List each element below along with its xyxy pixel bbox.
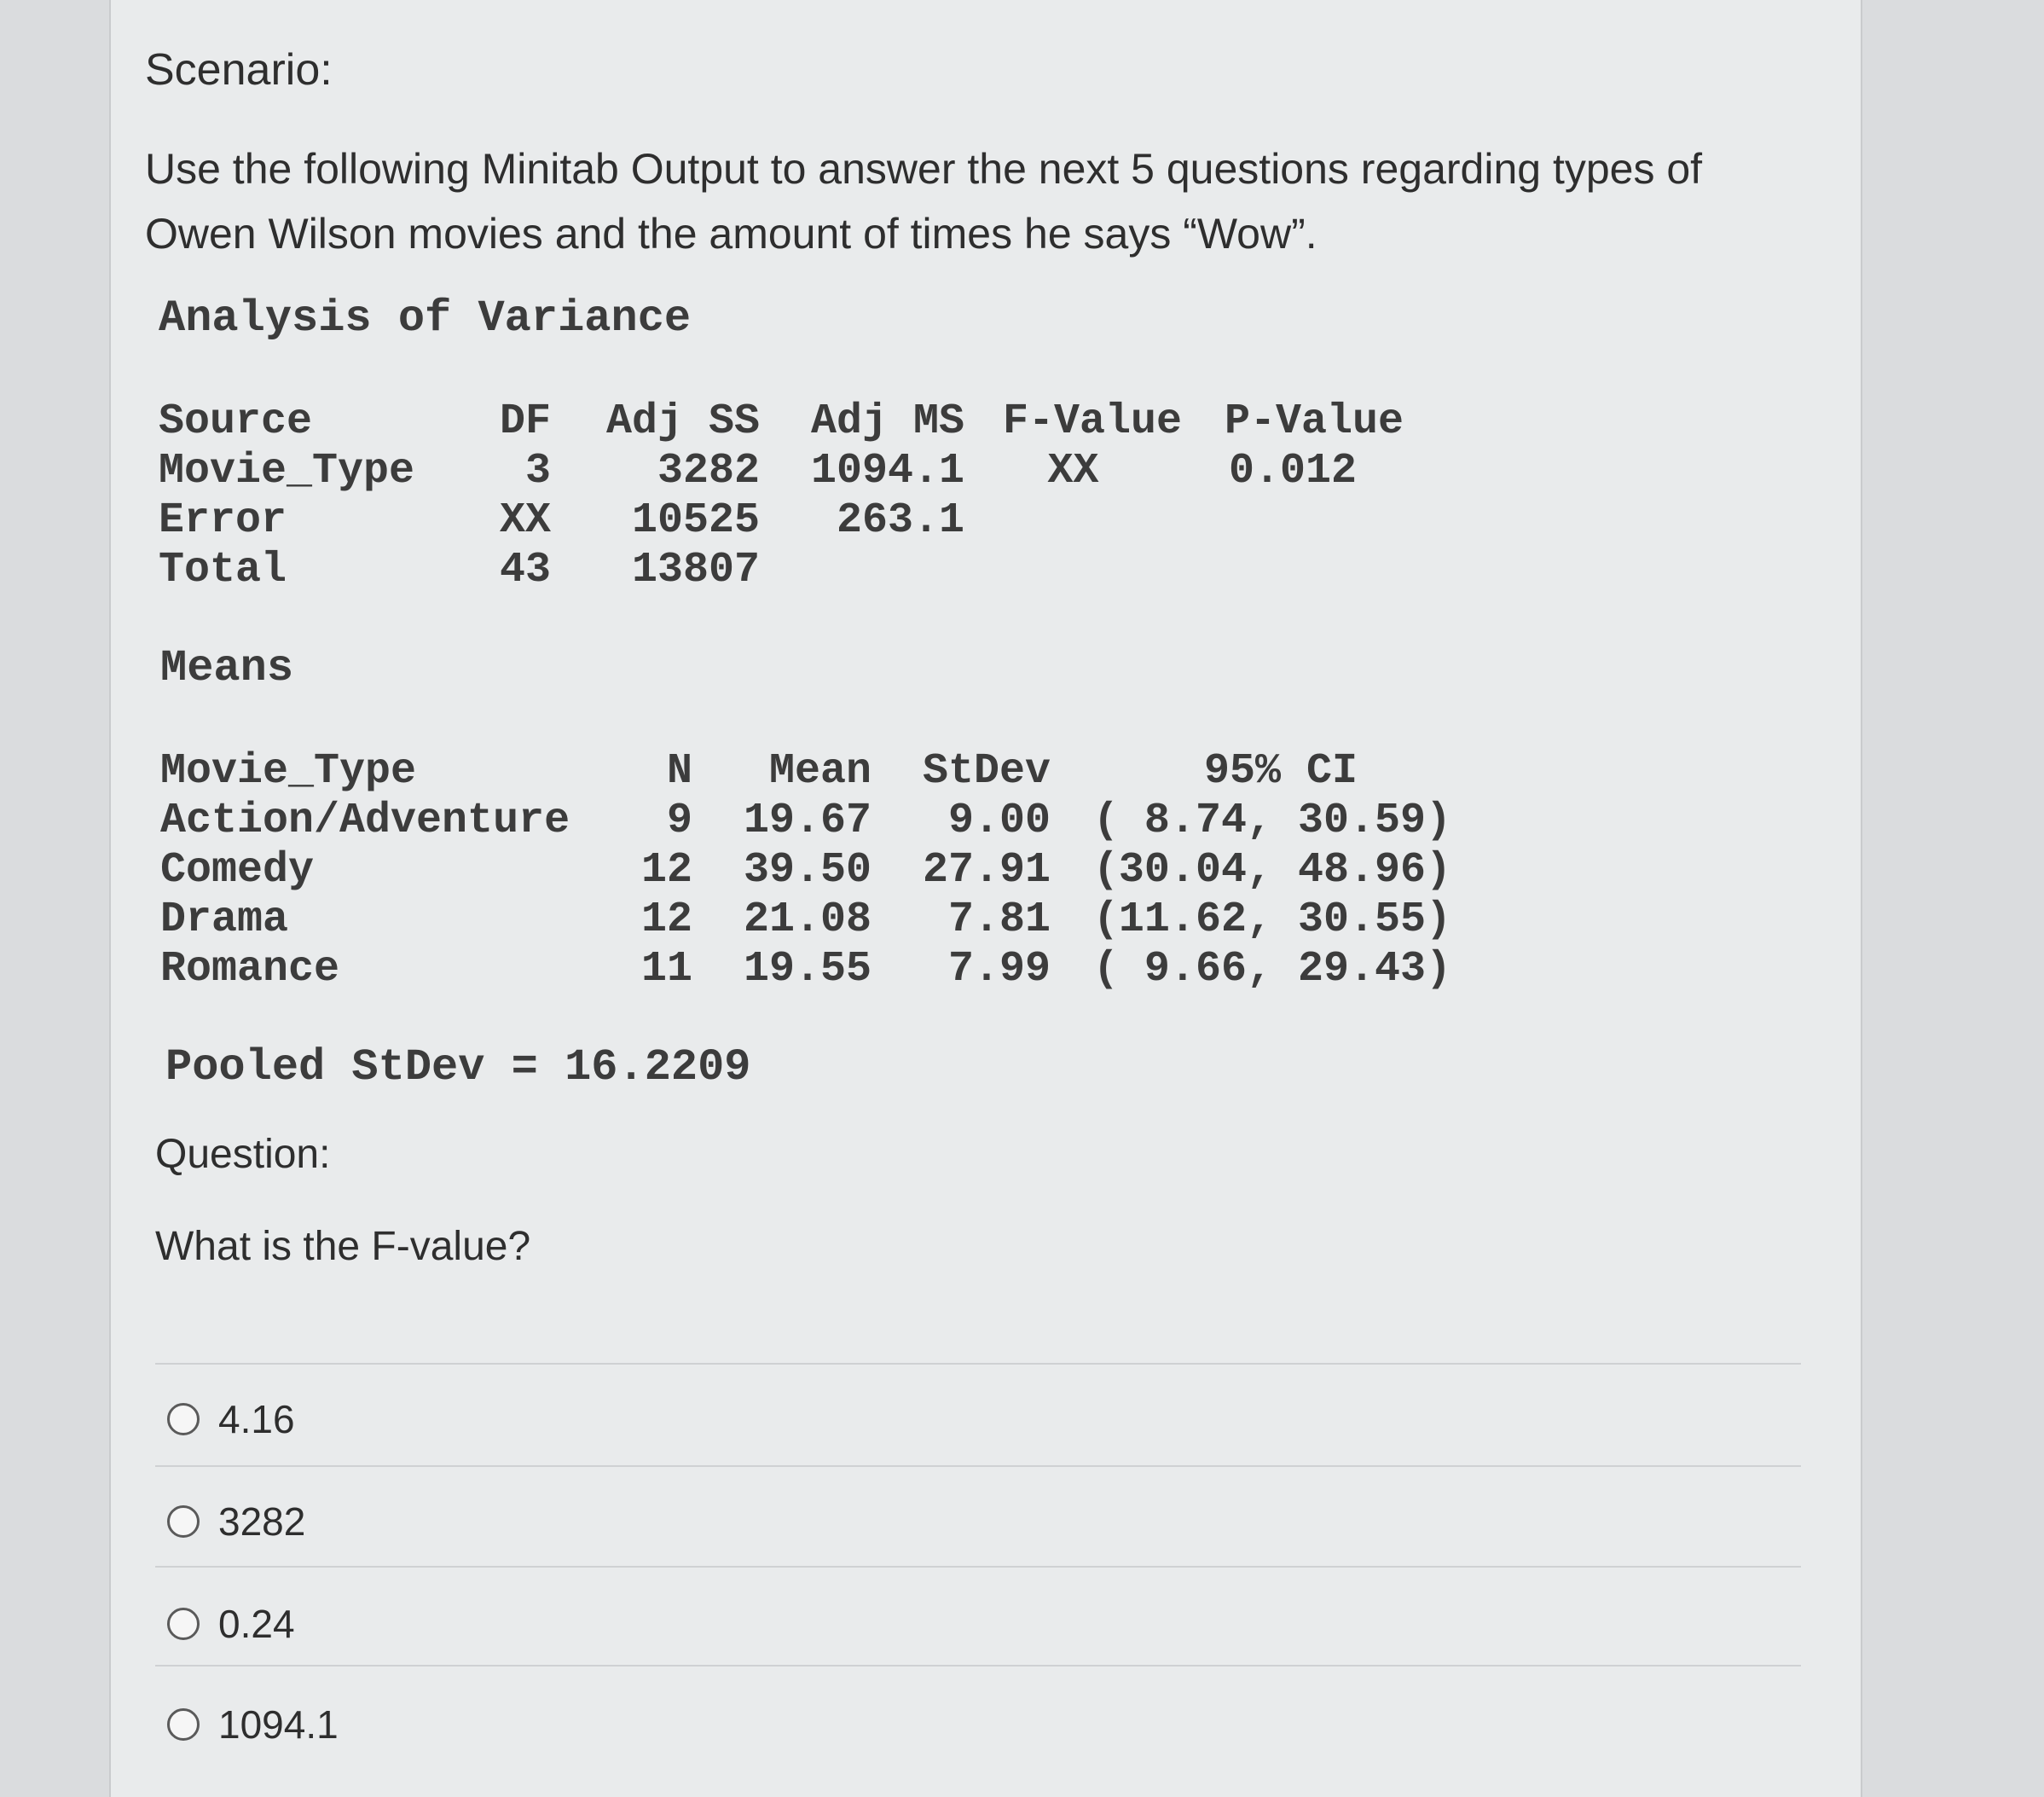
answer-option-4[interactable] (167, 1697, 339, 1752)
means-cell: 9 (666, 797, 692, 845)
answer-option-label: 3282 (218, 1499, 306, 1544)
means-cell: (11.62, 30.55) (1092, 896, 1451, 944)
question-label: Question: (155, 1132, 331, 1177)
anova-header-source: Source (159, 397, 313, 446)
radio-button[interactable] (167, 1505, 200, 1538)
anova-cell: Total (159, 546, 287, 594)
anova-row (159, 447, 1404, 496)
means-cell: 12 (640, 896, 692, 944)
anova-cell: 0.012 (1228, 447, 1358, 496)
means-cell: 27.91 (922, 846, 1051, 895)
means-header-n: N (666, 747, 692, 796)
anova-cell: 3282 (657, 447, 760, 496)
question-text: What is the F-value? (155, 1224, 531, 1269)
pooled-stdev: Pooled StDev = 16.2209 (165, 1042, 751, 1093)
means-cell: Comedy (160, 846, 315, 895)
means-header-ci: 95% CI (1203, 747, 1358, 796)
divider (155, 1363, 1801, 1365)
radio-button[interactable] (167, 1403, 200, 1435)
anova-header-df: DF (499, 397, 551, 446)
means-cell: 19.67 (743, 797, 871, 845)
means-cell: Romance (160, 945, 340, 994)
means-cell: 7.81 (947, 896, 1051, 944)
radio-button[interactable] (167, 1708, 200, 1741)
anova-cell: 263.1 (836, 496, 964, 545)
means-header-row (160, 747, 1451, 797)
anova-title: Analysis of Variance (159, 293, 692, 344)
anova-cell (760, 546, 964, 595)
divider (155, 1465, 1801, 1467)
answer-option-label: 0.24 (218, 1602, 295, 1646)
anova-cell: 13807 (631, 546, 760, 594)
means-row (160, 797, 1451, 846)
means-cell: 7.99 (947, 945, 1051, 994)
answer-option-1[interactable] (167, 1392, 295, 1446)
anova-row (159, 496, 1404, 546)
anova-cell: 10525 (631, 496, 760, 545)
anova-cell (964, 546, 1182, 595)
answer-option-3[interactable] (167, 1597, 295, 1651)
means-cell: 21.08 (743, 896, 871, 944)
means-cell: 9.00 (947, 797, 1051, 845)
means-table (160, 747, 1451, 994)
anova-header-fvalue: F-Value (1002, 397, 1182, 446)
anova-cell: Error (159, 496, 287, 545)
scenario-label: Scenario: (145, 45, 333, 95)
means-row (160, 945, 1451, 994)
means-header-stdev: StDev (922, 747, 1051, 796)
anova-cell (1182, 496, 1404, 546)
means-row (160, 846, 1451, 896)
means-cell: 11 (640, 945, 692, 994)
anova-header-pvalue: P-Value (1224, 397, 1404, 446)
means-cell: (30.04, 48.96) (1092, 846, 1451, 895)
intro-text: Use the following Minitab Output to answer the next 5 questions regarding types of Owen Wilson movies and the amount of times he says “Wow”. (145, 145, 1703, 258)
answer-option-label: 1094.1 (218, 1702, 339, 1747)
means-header-type: Movie_Type (160, 747, 417, 796)
divider (155, 1665, 1801, 1667)
means-cell: Drama (160, 896, 289, 944)
anova-cell (1182, 546, 1404, 595)
answer-option-2[interactable] (167, 1494, 305, 1549)
means-cell: 19.55 (743, 945, 871, 994)
anova-cell (964, 496, 1182, 546)
radio-button[interactable] (167, 1608, 200, 1640)
anova-cell: Movie_Type (159, 447, 415, 496)
means-cell: ( 9.66, 29.43) (1092, 945, 1451, 994)
anova-header-adjss: Adj SS (605, 397, 760, 446)
anova-cell: 43 (499, 546, 551, 594)
anova-row (159, 546, 1404, 595)
means-row (160, 896, 1451, 945)
means-cell: 39.50 (743, 846, 871, 895)
anova-header-adjms: Adj MS (810, 397, 964, 446)
anova-table (159, 397, 1404, 595)
anova-cell: 1094.1 (810, 447, 964, 496)
means-cell: ( 8.74, 30.59) (1092, 797, 1451, 845)
means-header-mean: Mean (768, 747, 871, 796)
anova-cell: XX (499, 496, 551, 545)
divider (155, 1566, 1801, 1568)
means-title: Means (160, 643, 294, 693)
anova-cell: 3 (524, 447, 551, 496)
means-cell: 12 (640, 846, 692, 895)
anova-header-row (159, 397, 1404, 447)
answer-option-label: 4.16 (218, 1397, 295, 1441)
anova-cell: XX (1047, 447, 1099, 496)
means-cell: Action/Adventure (160, 797, 570, 845)
